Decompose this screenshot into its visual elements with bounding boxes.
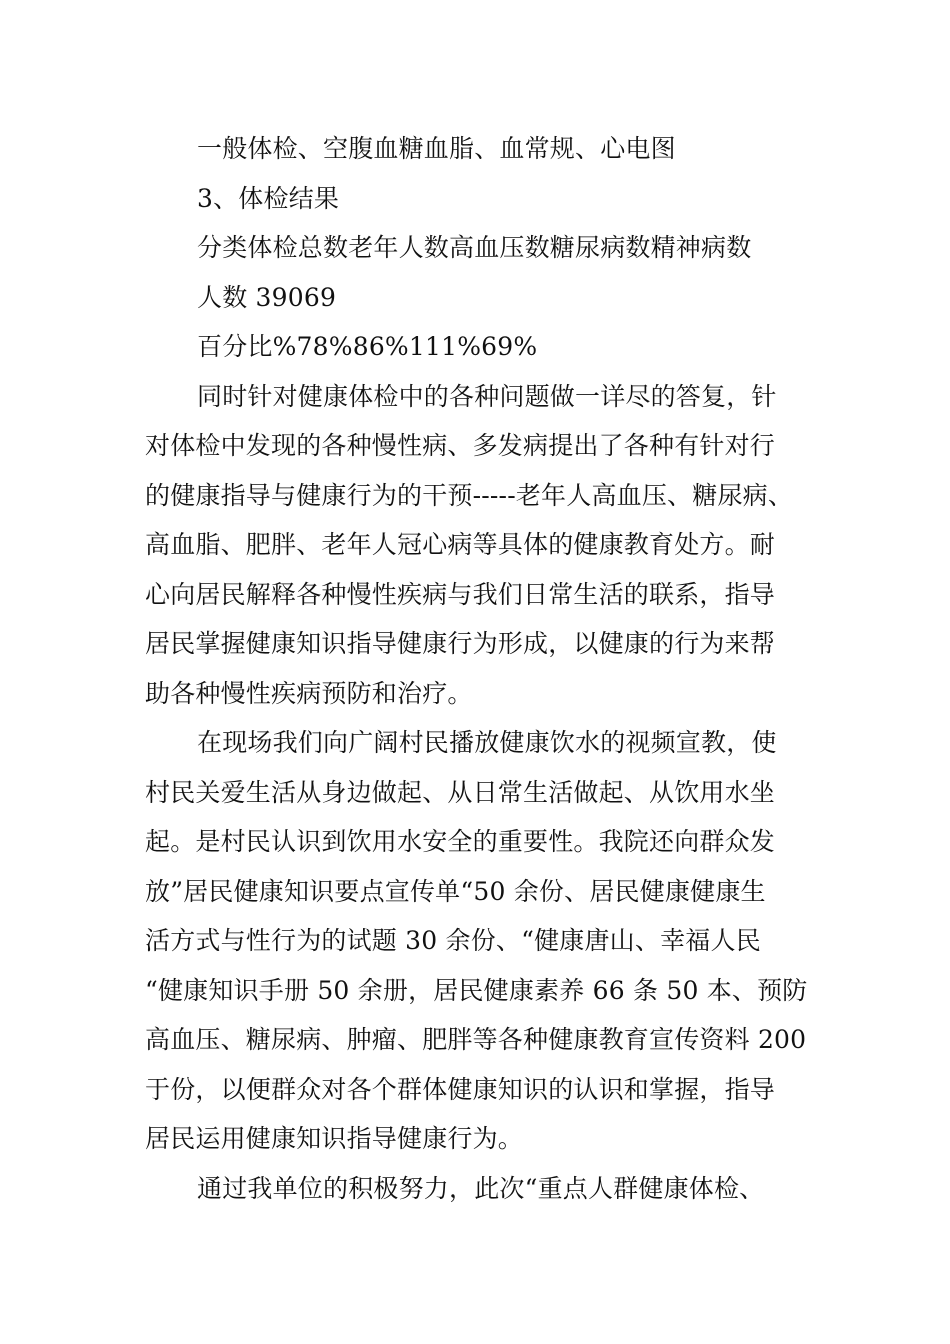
paragraph-line: 的健康指导与健康行为的干预-----老年人高血压、糖尿病、 xyxy=(145,480,794,510)
paragraph-line: 通过我单位的积极努力，此次“重点人群健康体检、 xyxy=(197,1173,765,1203)
paragraph-line: 起。是村民认识到饮用水安全的重要性。我院还向群众发 xyxy=(145,827,776,856)
paragraph-line: 同时针对健康体检中的各种问题做一详尽的答复，针 xyxy=(197,381,777,411)
paragraph-line: 助各种慢性疾病预防和治疗。 xyxy=(145,678,473,708)
paragraph-line: 活方式与性行为的试题 30 余份、“健康唐山、幸福人民 xyxy=(145,926,761,955)
paragraph-line: 居民运用健康知识指导健康行为。 xyxy=(145,1124,524,1153)
paragraph-line: 对体检中发现的各种慢性病、多发病提出了各种有针对行 xyxy=(145,431,776,460)
paragraph-line: “健康知识手册 50 余册，居民健康素养 66 条 50 本、预防 xyxy=(145,975,808,1005)
text-line: 人数 39069 xyxy=(197,282,337,312)
paragraph-line: 在现场我们向广阔村民播放健康饮水的视频宣教，使 xyxy=(197,728,777,757)
text-line: 分类体检总数老年人数高血压数糖尿病数精神病数 xyxy=(197,233,752,262)
section-heading: 3、体检结果 xyxy=(197,183,340,213)
paragraph-line: 高血脂、肥胖、老年人冠心病等具体的健康教育处方。耐 xyxy=(145,530,776,559)
paragraph-line: 高血压、糖尿病、肿瘤、肥胖等各种健康教育宣传资料 200 xyxy=(145,1025,807,1054)
paragraph-line: 村民关爱生活从身边做起、从日常生活做起、从饮用水坐 xyxy=(145,777,776,807)
paragraph-line: 于份，以便群众对各个群体健康知识的认识和掌握，指导 xyxy=(145,1074,776,1104)
paragraph-line: 居民掌握健康知识指导健康行为形成，以健康的行为来帮 xyxy=(145,629,776,658)
text-line: 一般体检、空腹血糖血脂、血常规、心电图 xyxy=(197,134,676,163)
text-line: 百分比%78%86%111%69% xyxy=(197,332,538,361)
paragraph-line: 放”居民健康知识要点宣传单“50 余份、居民健康健康生 xyxy=(145,876,766,906)
paragraph-line: 心向居民解释各种慢性疾病与我们日常生活的联系，指导 xyxy=(145,579,776,609)
document-body xyxy=(145,124,810,1213)
